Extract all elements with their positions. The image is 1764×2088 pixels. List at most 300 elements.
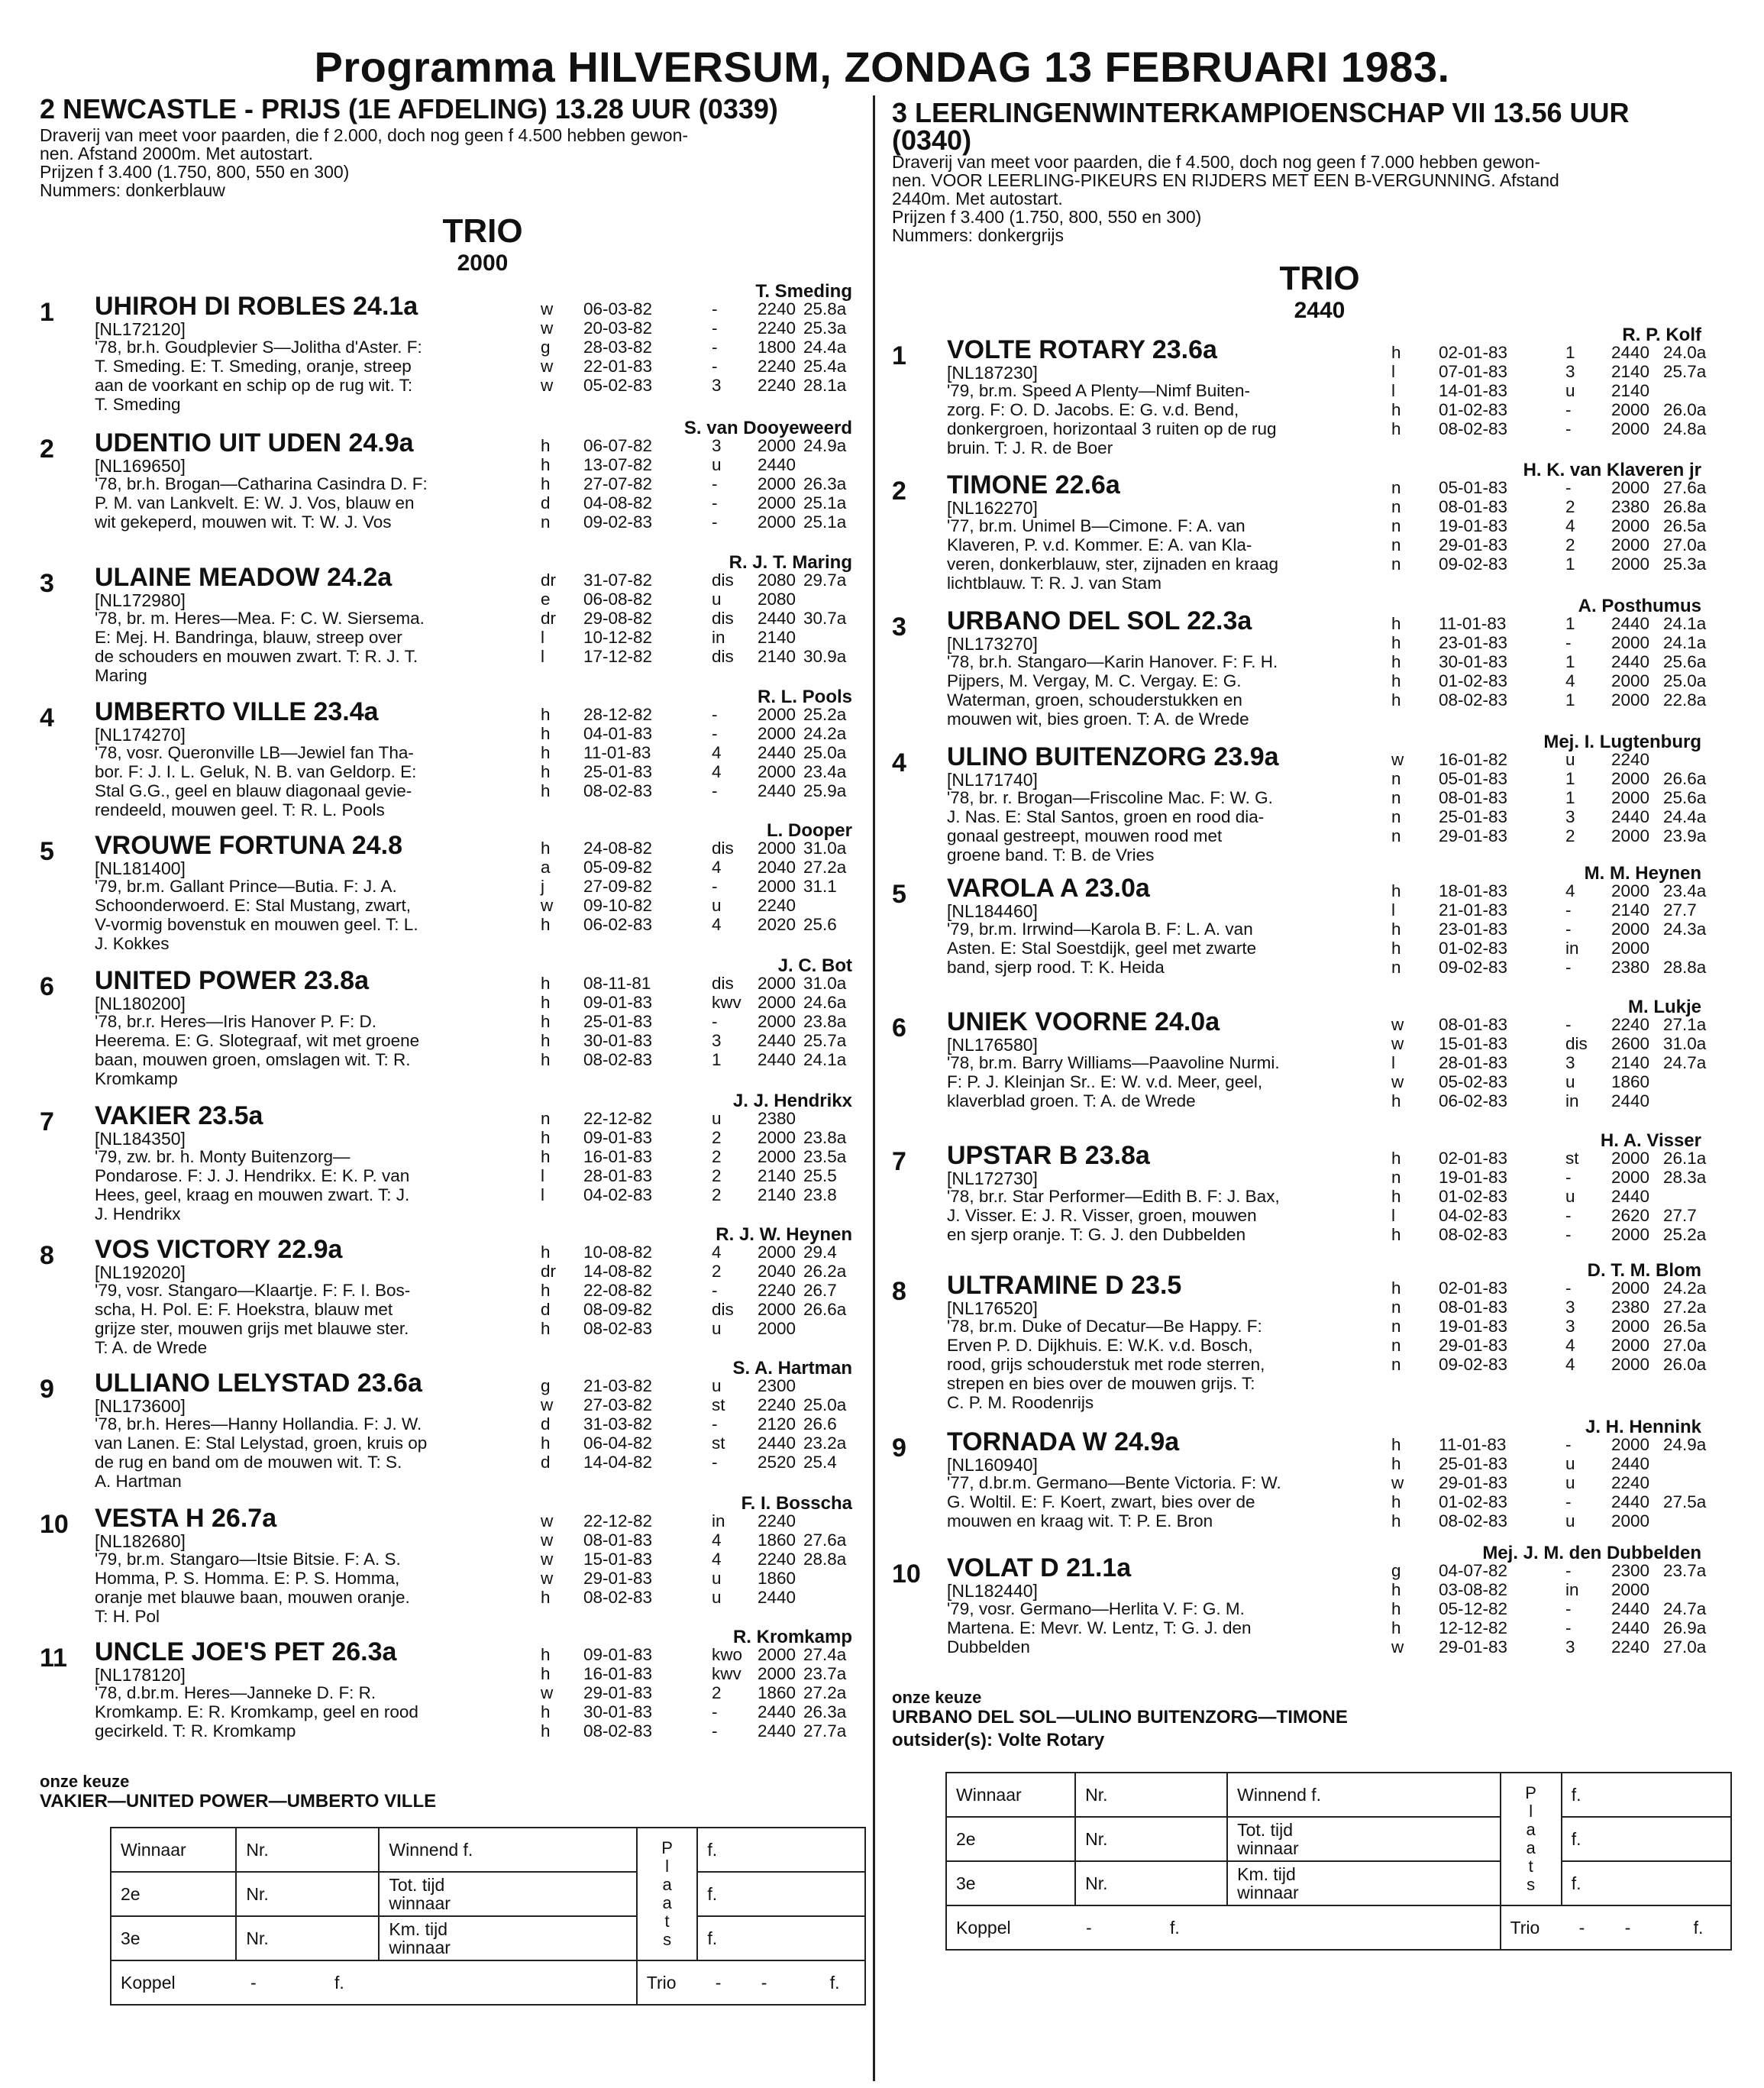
horse-entry xyxy=(40,955,857,1088)
form-amount: f. xyxy=(1562,1861,1731,1905)
result-row xyxy=(1391,1091,1717,1110)
finish-position: 4 xyxy=(712,915,722,934)
km-time: 26.0a xyxy=(1663,400,1707,419)
finish-position: in xyxy=(712,1511,725,1530)
km-time: 25.0a xyxy=(803,743,847,762)
race-distance-value: 2000 xyxy=(758,436,796,455)
horse-driver: M. M. Heynen xyxy=(1584,863,1701,884)
result-row xyxy=(1391,1511,1717,1530)
horse-driver: F. I. Bosscha xyxy=(741,1493,852,1514)
race-date: 08-02-83 xyxy=(583,1050,653,1069)
race-date: 04-02-83 xyxy=(583,1185,653,1204)
horse-registration: [NL182680] xyxy=(95,1531,186,1551)
km-time: 26.8a xyxy=(1663,497,1707,516)
race-distance-value: 2000 xyxy=(1611,881,1650,900)
recent-results xyxy=(541,1243,867,1338)
horse-description xyxy=(947,1599,1252,1657)
horse-description xyxy=(947,1473,1281,1530)
horse-registration: [NL171740] xyxy=(947,770,1038,790)
race-distance-value: 2440 xyxy=(1611,1091,1650,1110)
km-time: 27.5a xyxy=(1663,1492,1707,1511)
result-row xyxy=(541,376,867,395)
result-row xyxy=(1391,1355,1717,1374)
race-distance-value: 2440 xyxy=(758,1702,796,1721)
km-time: 26.6a xyxy=(803,1300,847,1319)
track-code: d xyxy=(541,493,551,512)
horse-description-line: '78, br.r. Star Performer—Edith B. F: J. Bax, xyxy=(947,1187,1280,1206)
horse-entry xyxy=(892,1417,1740,1547)
horse-description-line: van Lanen. E: Stal Lelystad, groen, kruis op xyxy=(95,1433,428,1453)
finish-position: st xyxy=(1565,1149,1579,1168)
race-date: 13-07-82 xyxy=(583,455,653,474)
race-date: 08-02-83 xyxy=(1439,419,1508,438)
horse-name: UNITED POWER 23.8a xyxy=(95,966,369,995)
horse-description-line: Pondarose. F: J. J. Hendrikx. E: K. P. van xyxy=(95,1166,410,1185)
finish-position: - xyxy=(712,512,718,532)
finish-position: 4 xyxy=(712,1550,722,1569)
finish-position: - xyxy=(712,781,718,800)
track-code: w xyxy=(541,376,554,395)
km-time: 23.2a xyxy=(803,1433,847,1453)
horse-description xyxy=(95,474,428,532)
plaats-letter: P xyxy=(1525,1783,1536,1802)
race-date: 06-08-82 xyxy=(583,590,653,609)
track-code: h xyxy=(541,1050,551,1069)
race-date: 01-02-83 xyxy=(1439,939,1508,958)
km-time: 24.9a xyxy=(803,436,847,455)
result-row xyxy=(1391,807,1717,826)
km-time: 27.2a xyxy=(1663,1298,1707,1317)
race-distance-value: 2440 xyxy=(1611,1454,1650,1473)
track-code: w xyxy=(1391,1473,1404,1492)
race-date: 15-01-83 xyxy=(1439,1034,1508,1053)
track-code: w xyxy=(541,1511,554,1530)
race-distance-value: 2380 xyxy=(758,1109,796,1128)
horse-description-line: mouwen en kraag wit. T: P. E. Bron xyxy=(947,1511,1213,1530)
horse-description-line: gecirkeld. T: R. Kromkamp xyxy=(95,1721,296,1741)
horse-description-line: '78, br.h. Brogan—Catharina Casindra D. F: xyxy=(95,474,428,493)
track-code: h xyxy=(541,1281,551,1300)
race-date: 24-08-82 xyxy=(583,839,653,858)
horse-description-line: wit gekeperd, mouwen wit. T: W. J. Vos xyxy=(95,512,392,532)
race-date: 21-03-82 xyxy=(583,1376,653,1395)
finish-position: 2 xyxy=(712,1147,722,1166)
horse-driver: A. Posthumus xyxy=(1578,596,1701,616)
horse-entry xyxy=(40,1627,857,1757)
track-code: h xyxy=(1391,920,1401,939)
horse-entry xyxy=(40,687,857,819)
horse-description xyxy=(95,743,416,819)
trio-dash: - xyxy=(1578,1918,1585,1938)
expert-pick-label: onze keuze xyxy=(892,1688,982,1707)
track-code: w xyxy=(1391,1034,1404,1053)
track-code: n xyxy=(1391,554,1401,574)
track-code: h xyxy=(541,993,551,1012)
horse-description xyxy=(947,1187,1280,1244)
horse-description-line: J. Nas. E: Stal Santos, groen en rood dia- xyxy=(947,807,1265,826)
finish-position: - xyxy=(1565,1599,1572,1618)
horse-description-line: veren, donkerblauw, ster, zijnaden en kraag xyxy=(947,554,1279,574)
result-row xyxy=(1391,400,1717,419)
race-description-line: Prijzen f 3.400 (1.750, 800, 550 en 300) xyxy=(892,207,1202,227)
horse-description-line: Martena. E: Mevr. W. Lentz, T: G. J. den xyxy=(947,1618,1252,1637)
finish-position: - xyxy=(1565,1492,1572,1511)
finish-position: 4 xyxy=(712,743,722,762)
race-date: 27-03-82 xyxy=(583,1395,653,1414)
finish-position: - xyxy=(1565,1168,1572,1187)
result-row xyxy=(541,762,867,781)
race-date: 08-02-83 xyxy=(583,1721,653,1741)
track-code: h xyxy=(541,436,551,455)
track-code: w xyxy=(541,896,554,915)
horse-description xyxy=(95,877,418,953)
race-date: 29-08-82 xyxy=(583,609,653,628)
horse-description xyxy=(947,381,1277,457)
race-distance-value: 2240 xyxy=(1611,1473,1650,1492)
horse-name: ULTRAMINE D 23.5 xyxy=(947,1271,1182,1300)
track-code: h xyxy=(1391,1278,1401,1298)
form-value-line: Km. tijd xyxy=(1237,1864,1296,1884)
finish-position: 1 xyxy=(1565,652,1575,671)
finish-position: 2 xyxy=(1565,535,1575,554)
horse-driver: T. Smeding xyxy=(755,281,852,302)
race-distance-value: 2000 xyxy=(1611,690,1650,709)
race-distance-value: 2000 xyxy=(758,1664,796,1683)
finish-position: - xyxy=(1565,1278,1572,1298)
km-time: 31.1 xyxy=(803,877,837,896)
race-date: 19-01-83 xyxy=(1439,1168,1508,1187)
race-distance-value: 2000 xyxy=(1611,788,1650,807)
km-time: 25.6a xyxy=(1663,652,1707,671)
track-code: h xyxy=(1391,614,1401,633)
race-distance-value: 2600 xyxy=(1611,1034,1650,1053)
km-time: 26.1a xyxy=(1663,1149,1707,1168)
result-row xyxy=(541,1721,867,1741)
race-distance-value: 2440 xyxy=(1611,1492,1650,1511)
track-code: n xyxy=(1391,535,1401,554)
km-time: 24.1a xyxy=(1663,614,1707,633)
result-row xyxy=(541,1511,867,1530)
horse-description xyxy=(947,788,1273,865)
plaats-letter: a xyxy=(1526,1820,1536,1839)
race-date: 05-02-83 xyxy=(1439,1072,1508,1091)
track-code: h xyxy=(541,781,551,800)
plaats-letter: l xyxy=(665,1857,670,1876)
trio-dash: - xyxy=(1624,1918,1631,1938)
horse-number: 9 xyxy=(40,1375,54,1404)
trio-amount: f. xyxy=(1693,1918,1704,1938)
koppel-cell xyxy=(111,1960,637,2005)
horse-driver: Mej. I. Lugtenburg xyxy=(1543,732,1701,752)
km-time: 27.4a xyxy=(803,1645,847,1664)
track-code: h xyxy=(1391,1225,1401,1244)
race-date: 05-02-83 xyxy=(583,376,653,395)
race-date: 08-02-83 xyxy=(583,1588,653,1607)
horse-number: 4 xyxy=(892,748,906,777)
result-row xyxy=(1391,1034,1717,1053)
betting-form xyxy=(110,1827,866,2006)
race-distance-value: 2520 xyxy=(758,1453,796,1472)
horse-driver: R. J. T. Maring xyxy=(729,552,852,573)
race-distance-value: 2240 xyxy=(758,1395,796,1414)
form-value-label xyxy=(379,1916,636,1960)
race-distance-value: 2440 xyxy=(758,781,796,800)
horse-description-line: aan de voorkant en schip op de rug wit. T: xyxy=(95,376,413,395)
km-time: 23.8 xyxy=(803,1185,837,1204)
track-code: h xyxy=(1391,343,1401,362)
result-row xyxy=(541,1012,867,1031)
trio-dash: - xyxy=(761,1973,767,1993)
finish-position: 1 xyxy=(1565,614,1575,633)
race-distance-value: 2000 xyxy=(758,1300,796,1319)
race-header-line: 2 NEWCASTLE - PRIJS (1E AFDELING) 13.28 UUR (0339) xyxy=(40,93,778,124)
race-date: 04-08-82 xyxy=(583,493,653,512)
plaats-letter: t xyxy=(1528,1857,1533,1876)
finish-position: u xyxy=(712,896,722,915)
finish-position: - xyxy=(712,705,718,724)
form-amount: f. xyxy=(697,1872,865,1916)
horse-entry xyxy=(40,552,857,685)
form-value-line: winnaar xyxy=(389,1893,451,1913)
form-row xyxy=(111,1916,865,1960)
race-date: 08-01-83 xyxy=(1439,497,1508,516)
form-row-koppel xyxy=(946,1905,1731,1950)
track-code: w xyxy=(541,1683,554,1702)
recent-results xyxy=(541,839,867,934)
finish-position: 3 xyxy=(1565,1298,1575,1317)
result-row xyxy=(1391,1278,1717,1298)
horse-description-line: de rug en band om de mouwen wit. T: S. xyxy=(95,1453,402,1472)
horse-description xyxy=(95,338,422,414)
track-code: h xyxy=(1391,690,1401,709)
plaats-letter: a xyxy=(662,1875,672,1894)
form-amount: f. xyxy=(1562,1817,1731,1861)
horse-description-line: Kromkamp. E: R. Kromkamp, geel en rood xyxy=(95,1702,418,1721)
trio-cell xyxy=(1501,1905,1731,1950)
horse-number: 3 xyxy=(40,569,54,598)
track-code: l xyxy=(1391,362,1395,381)
horse-number: 2 xyxy=(40,435,54,464)
finish-position: 3 xyxy=(1565,1637,1575,1657)
result-row xyxy=(541,299,867,318)
result-row xyxy=(541,1569,867,1588)
km-time: 29.4 xyxy=(803,1243,837,1262)
km-time: 27.7a xyxy=(803,1721,847,1741)
recent-results xyxy=(1391,1561,1717,1657)
race-date: 07-01-83 xyxy=(1439,362,1508,381)
finish-position: - xyxy=(712,1281,718,1300)
race-date: 01-02-83 xyxy=(1439,400,1508,419)
horse-driver: R. J. W. Heynen xyxy=(716,1224,852,1245)
race-date: 03-08-82 xyxy=(1439,1580,1508,1599)
horse-name: VROUWE FORTUNA 24.8 xyxy=(95,831,403,860)
race-date: 08-01-83 xyxy=(1439,788,1508,807)
track-code: h xyxy=(541,1721,551,1741)
race-distance-value: 2000 xyxy=(1611,1435,1650,1454)
km-time: 27.2a xyxy=(803,858,847,877)
finish-position: kwv xyxy=(712,993,741,1012)
km-time: 22.8a xyxy=(1663,690,1707,709)
finish-position: 4 xyxy=(712,762,722,781)
koppel-label: Koppel xyxy=(956,1918,1011,1938)
result-row xyxy=(541,1147,867,1166)
horse-name: VAKIER 23.5a xyxy=(95,1101,263,1130)
race-date: 23-01-83 xyxy=(1439,920,1508,939)
horse-description xyxy=(95,1550,410,1626)
horse-entry xyxy=(892,460,1740,593)
horse-entry xyxy=(40,1224,857,1357)
form-number-label: Nr. xyxy=(236,1916,379,1960)
result-row xyxy=(1391,535,1717,554)
race-distance-value: 2240 xyxy=(1611,1015,1650,1034)
horse-description-line: '78, br. r. Brogan—Friscoline Mac. F: W. G. xyxy=(947,788,1273,807)
race-header xyxy=(892,99,1630,154)
result-row xyxy=(541,455,867,474)
finish-position: 1 xyxy=(1565,769,1575,788)
finish-position: u xyxy=(1565,1454,1575,1473)
finish-position: 4 xyxy=(1565,1336,1575,1355)
race-distance-value: 2000 xyxy=(758,1645,796,1664)
finish-position: u xyxy=(712,1588,722,1607)
track-code: dr xyxy=(541,1262,557,1281)
horse-description-line: '78, vosr. Queronville LB—Jewiel fan Tha- xyxy=(95,743,414,762)
trio-dash: - xyxy=(715,1973,722,1993)
race-date: 11-01-83 xyxy=(1439,1435,1507,1454)
horse-description-line: donkergroen, horizontaal 3 ruiten op de rug xyxy=(947,419,1277,438)
horse-description-line: Hees, geel, kraag en mouwen zwart. T: J. xyxy=(95,1185,410,1204)
finish-position: - xyxy=(712,299,718,318)
horse-description-line: '79, br.m. Speed A Plenty—Nimf Buiten- xyxy=(947,381,1250,400)
result-row xyxy=(541,493,867,512)
horse-driver: S. A. Hartman xyxy=(732,1358,852,1379)
horse-driver: J. H. Hennink xyxy=(1585,1417,1701,1437)
race-distance-value: 2300 xyxy=(1611,1561,1650,1580)
finish-position: - xyxy=(1565,1618,1572,1637)
result-row xyxy=(541,609,867,628)
recent-results xyxy=(1391,343,1717,438)
horse-name: VESTA H 26.7a xyxy=(95,1504,277,1533)
result-row xyxy=(1391,497,1717,516)
trio-label: TRIO xyxy=(442,212,523,250)
race-date: 20-03-82 xyxy=(583,318,653,338)
plaats-letter: l xyxy=(1529,1802,1533,1821)
finish-position: 4 xyxy=(1565,516,1575,535)
horse-number: 6 xyxy=(40,972,54,1001)
km-time: 26.3a xyxy=(803,474,847,493)
horse-description-line: '77, d.br.m. Germano—Bente Victoria. F: W. xyxy=(947,1473,1281,1492)
race-date: 02-01-83 xyxy=(1439,343,1508,362)
finish-position: u xyxy=(712,1109,722,1128)
track-code: h xyxy=(541,743,551,762)
track-code: h xyxy=(1391,400,1401,419)
track-code: h xyxy=(1391,939,1401,958)
form-value-line: winnaar xyxy=(389,1938,451,1957)
horse-registration: [NL172120] xyxy=(95,319,186,339)
result-row xyxy=(541,1128,867,1147)
race-description-line: Draverij van meet voor paarden, die f 4.500, doch nog geen f 7.000 hebben gewon- xyxy=(892,152,1541,172)
horse-description-line: J. Kokkes xyxy=(95,934,170,953)
horse-description-line: bruin. T: J. R. de Boer xyxy=(947,438,1113,457)
result-row xyxy=(1391,478,1717,497)
race-distance-value: 2040 xyxy=(758,1262,796,1281)
track-code: h xyxy=(1391,1454,1401,1473)
form-value-label: Winnend f. xyxy=(379,1828,636,1872)
horse-driver: R. L. Pools xyxy=(757,687,852,707)
plaats-letter: a xyxy=(662,1893,672,1912)
race-distance-value: 1860 xyxy=(1611,1072,1650,1091)
trio-cell xyxy=(637,1960,865,2005)
race-distance-value: 2000 xyxy=(1611,400,1650,419)
result-row xyxy=(541,1664,867,1683)
track-code: g xyxy=(1391,1561,1401,1580)
horse-registration: [NL184460] xyxy=(947,901,1038,921)
finish-position: - xyxy=(1565,633,1572,652)
result-row xyxy=(541,705,867,724)
race-distance-value: 2000 xyxy=(758,1012,796,1031)
track-code: n xyxy=(1391,958,1401,977)
race-date: 28-01-83 xyxy=(1439,1053,1508,1072)
result-row xyxy=(541,1376,867,1395)
result-row xyxy=(1391,1072,1717,1091)
result-row xyxy=(541,1645,867,1664)
finish-position: in xyxy=(712,628,725,647)
race-date: 09-02-83 xyxy=(583,512,653,532)
track-code: h xyxy=(1391,881,1401,900)
track-code: h xyxy=(541,724,551,743)
km-time: 27.0a xyxy=(1663,1637,1707,1657)
race-date: 05-12-82 xyxy=(1439,1599,1508,1618)
km-time: 30.7a xyxy=(803,609,847,628)
horse-number: 5 xyxy=(40,837,54,866)
trio-form-label: Trio xyxy=(1510,1918,1540,1938)
horse-number: 2 xyxy=(892,477,906,506)
horse-description-line: oranje met blauwe baan, mouwen oranje. xyxy=(95,1588,410,1607)
result-row xyxy=(1391,1149,1717,1168)
track-code: w xyxy=(541,1530,554,1550)
km-time: 31.0a xyxy=(803,839,847,858)
koppel-label: Koppel xyxy=(121,1973,176,1993)
finish-position: - xyxy=(1565,400,1572,419)
finish-position: u xyxy=(1565,1511,1575,1530)
finish-position: 4 xyxy=(712,1243,722,1262)
result-row xyxy=(541,570,867,590)
horse-number: 10 xyxy=(892,1560,921,1589)
race-date: 16-01-82 xyxy=(1439,750,1508,769)
trio-line xyxy=(1510,1912,1721,1943)
race-date: 10-12-82 xyxy=(583,628,653,647)
result-row xyxy=(541,1262,867,1281)
finish-position: 3 xyxy=(1565,1317,1575,1336)
horse-description-line: Homma, P. S. Homma. E: P. S. Homma, xyxy=(95,1569,400,1588)
betting-form xyxy=(945,1772,1732,1951)
horse-description-line: Klaveren, P. v.d. Kommer. E: A. van Kla- xyxy=(947,535,1252,554)
expert-pick xyxy=(40,1772,436,1812)
horse-entry xyxy=(40,1493,857,1626)
race-date: 01-02-83 xyxy=(1439,671,1508,690)
horse-description-line: Dubbelden xyxy=(947,1637,1030,1657)
race-date: 29-01-83 xyxy=(1439,1336,1508,1355)
race-date: 04-02-83 xyxy=(1439,1206,1508,1225)
km-time: 28.8a xyxy=(1663,958,1707,977)
finish-position: u xyxy=(712,1376,722,1395)
horse-description-line: '79, zw. br. h. Monty Buitenzorg— xyxy=(95,1147,351,1166)
track-code: h xyxy=(541,1012,551,1031)
trio-heading xyxy=(1197,260,1442,324)
race-date: 28-03-82 xyxy=(583,338,653,357)
finish-position: - xyxy=(1565,1225,1572,1244)
track-code: h xyxy=(1391,652,1401,671)
race-distance-value: 2000 xyxy=(758,839,796,858)
